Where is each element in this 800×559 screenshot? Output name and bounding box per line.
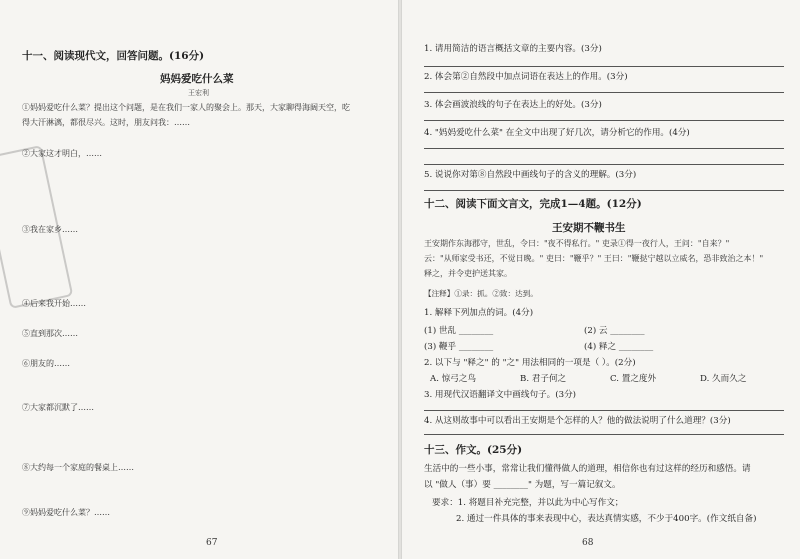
answer-line [424,120,784,121]
sub-question-1: 1. 解释下列加点的词。(4分) [424,308,534,318]
essay-prompt-line-2: 以 "做人（事）要 ________" 为题，写一篇记叙文。 [424,480,621,490]
question-1: 1. 请用简洁的语言概括文章的主要内容。(3分) [424,44,602,54]
essay-prompt-line-1: 生活中的一些小事，常常让我们懂得做人的道理，相信你也有过这样的经历和感悟。请 [424,464,751,474]
question-2: 2. 体会第②自然段中加点词语在表达上的作用。(3分) [424,72,628,82]
question-4: 4. "妈妈爱吃什么菜" 在全文中出现了好几次，请分析它的作用。(4分) [424,128,690,138]
classical-text: 王安期作东海郡守，世乱，令曰："夜不得私行。" 吏录①得一夜行人，王问："自来？" 云："从师家受书还，不觉日晚。" 吏曰："鞭乎？" 王曰："鞭挞宁越以立威名，恐非致治之本！" 释之，并令吏护送其家。 [424,239,764,279]
option-a: A. 惊弓之鸟 [430,374,477,384]
article-author: 王宏利 [188,89,209,97]
right-page [402,0,800,559]
paragraph-5: ⑤直到那次…… [22,329,78,338]
question-3: 3. 体会画波浪线的句子在表达上的好处。(3分) [424,100,602,110]
option-c: C. 置之度外 [610,374,657,384]
paragraph-1: ①妈妈爱吃什么菜？提出这个问题，是在我们一家人的聚会上。那天，大家聊得海阔天空，吃 得大汗淋漓，都很尽兴。这时，朋友问我：…… [22,103,350,128]
paragraph-8: ⑧大约每一个家庭的餐桌上…… [22,463,134,472]
answer-line [424,410,784,411]
answer-line [424,148,784,149]
answer-line [424,66,784,67]
question-5: 5. 说说你对第⑧自然段中画线句子的含义的理解。(3分) [424,170,637,180]
answer-line [424,434,784,435]
sub-question-2: 2. 以下与 "释之" 的 "之" 用法相同的一项是（ ）。(2分) [424,358,636,368]
option-d: D. 久而久之 [700,374,747,384]
article-title: 妈妈爱吃什么菜 [160,73,234,85]
page-number-right: 68 [582,538,594,548]
left-page [0,0,398,559]
answer-line [424,92,784,93]
paragraph-3: ③我在家乡…… [22,225,78,234]
section-12-title: 十二、阅读下面文言文，完成1—4题。(12分) [424,198,642,210]
paragraph-2: ②大家这才明白，…… [22,149,102,158]
section-13-title: 十三、作文。(25分) [424,444,523,456]
section-11-title: 十一、阅读现代文，回答问题。(16分) [22,50,205,62]
sub-question-1-item-3: (3) 鞭乎 ________ [424,342,494,352]
sub-question-1-item-4: (4) 释之 ________ [584,342,654,352]
annotation-note: 【注释】①录：抓。②致：达到。 [424,289,538,298]
paragraph-9: ⑨妈妈爱吃什么菜？…… [22,508,110,517]
essay-requirement-2: 2. 通过一件具体的事来表现中心，表达真情实感，不少于400字。(作文纸自备) [456,514,757,524]
paragraph-6: ⑥朋友的…… [22,359,70,368]
answer-line [424,190,784,191]
paragraph-7: ⑦大家都沉默了…… [22,403,94,412]
sub-question-1-item-1: (1) 世乱 ________ [424,326,494,336]
classical-title: 王安期不鞭书生 [552,222,626,234]
sub-question-1-item-2: (2) 云 ________ [584,326,645,336]
sub-question-3: 3. 用现代汉语翻译文中画线句子。(3分) [424,390,577,400]
essay-requirement-1: 要求：1. 将题目补充完整，并以此为中心写作文； [432,498,624,508]
option-b: B. 君子何之 [520,374,567,384]
page-number-left: 67 [206,538,218,548]
answer-line [424,164,784,165]
sub-question-4: 4. 从这则故事中可以看出王安期是个怎样的人？他的做法说明了什么道理？(3分) [424,416,731,426]
paragraph-4: ④后来我开始…… [22,299,86,308]
